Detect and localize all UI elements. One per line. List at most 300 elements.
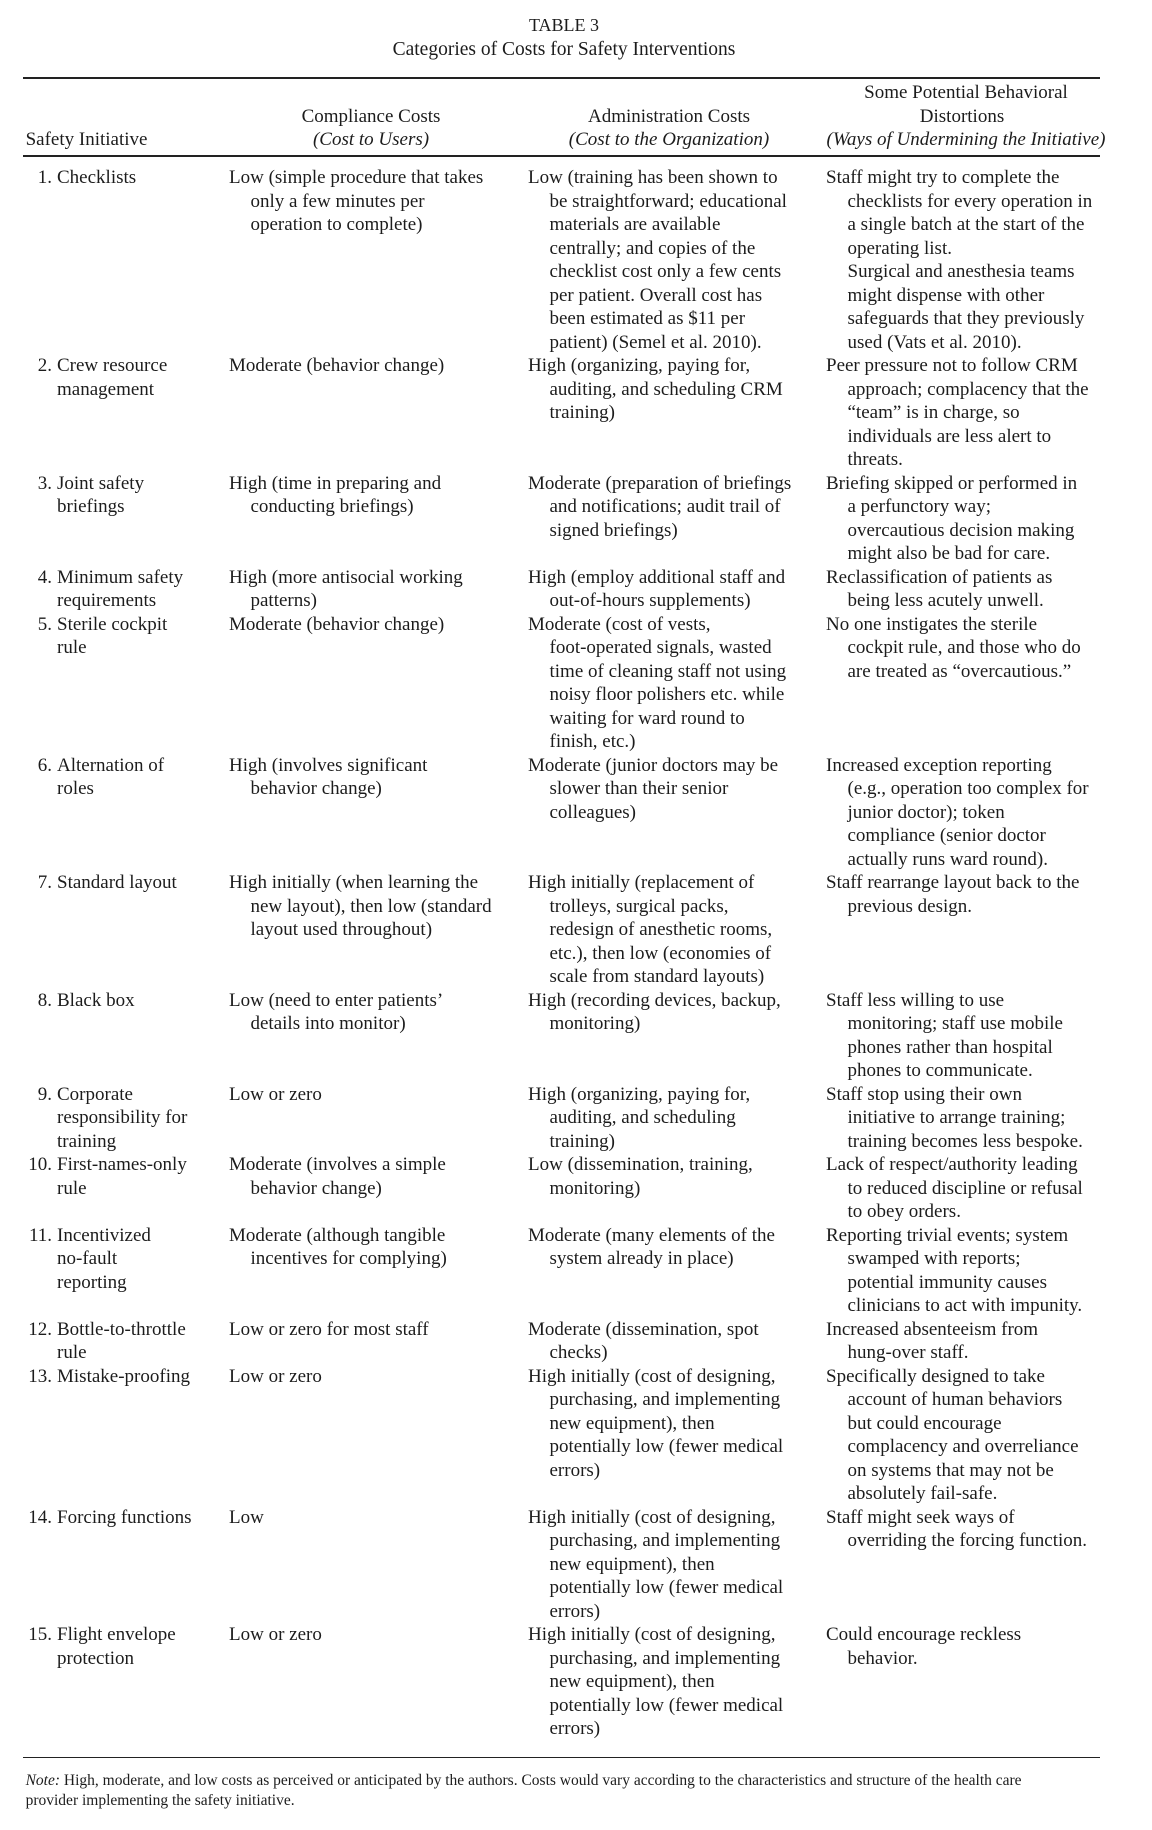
compliance-line: Low or zero bbox=[229, 1365, 322, 1387]
administration-line: centrally; and copies of the bbox=[549, 237, 756, 259]
administration-line: checklist cost only a few cents bbox=[549, 261, 782, 282]
administration-line: Moderate (dissemination, spot bbox=[528, 1318, 759, 1340]
header-distortions-line-2: Distortions bbox=[919, 105, 1005, 127]
initiative-wrap bbox=[25, 754, 229, 801]
row-number: 13. bbox=[28, 1365, 52, 1387]
cell-compliance-costs bbox=[229, 1506, 528, 1624]
cell-administration-costs bbox=[528, 354, 826, 472]
distortions-line: actually runs ward round). bbox=[847, 848, 1048, 870]
administration-line: system already in place) bbox=[549, 1248, 734, 1269]
row-number: 11. bbox=[28, 1224, 52, 1246]
distortions-line: a single batch at the start of the bbox=[847, 214, 1085, 235]
administration-line: checks) bbox=[549, 1342, 608, 1363]
initiative-line: Corporate bbox=[57, 1083, 133, 1105]
initiative-wrap bbox=[25, 1623, 229, 1670]
initiative-label bbox=[57, 754, 164, 801]
administration-line: materials are available bbox=[549, 214, 721, 235]
administration-line: High initially (cost of designing, bbox=[528, 1506, 776, 1528]
cell-behavioral-distortions bbox=[826, 1153, 1126, 1224]
cell-behavioral-distortions bbox=[826, 1506, 1126, 1624]
cell-behavioral-distortions bbox=[826, 1224, 1126, 1318]
initiative-line: Flight envelope bbox=[57, 1624, 176, 1645]
compliance-line: details into monitor) bbox=[250, 1013, 406, 1034]
cell-safety-initiative bbox=[25, 871, 229, 989]
administration-line: new equipment), then bbox=[549, 1412, 715, 1434]
distortions-line: initiative to arrange training; bbox=[847, 1107, 1066, 1128]
initiative-line: Checklists bbox=[57, 167, 137, 188]
table-row bbox=[25, 566, 1126, 613]
top-rule bbox=[23, 77, 1100, 78]
cell-administration-costs bbox=[528, 989, 826, 1083]
initiative-line: training bbox=[57, 1130, 117, 1152]
administration-line: monitoring) bbox=[549, 1177, 641, 1199]
table-row bbox=[25, 989, 1126, 1083]
compliance-line: Low or zero bbox=[229, 1083, 322, 1105]
initiative-line: Incentivized bbox=[57, 1224, 151, 1246]
cell-compliance-costs bbox=[229, 354, 528, 472]
cell-administration-costs bbox=[528, 1318, 826, 1365]
distortions-line: compliance (senior doctor bbox=[847, 825, 1046, 846]
administration-line: training) bbox=[549, 1130, 615, 1152]
administration-line: been estimated as $11 per bbox=[549, 308, 746, 329]
initiative-label bbox=[57, 1365, 190, 1389]
distortions-line: (e.g., operation too complex for bbox=[847, 778, 1089, 799]
administration-line: redesign of anesthetic rooms, bbox=[549, 919, 773, 940]
row-number: 3. bbox=[37, 472, 52, 494]
initiative-label bbox=[57, 566, 183, 613]
initiative-wrap bbox=[25, 1224, 229, 1295]
cell-administration-costs bbox=[528, 1083, 826, 1154]
cell-safety-initiative bbox=[25, 472, 229, 566]
initiative-line: Crew resource bbox=[57, 355, 168, 376]
distortions-line: swamped with reports; bbox=[847, 1248, 1021, 1269]
distortions-line: are treated as “overcautious.” bbox=[847, 660, 1072, 682]
distortions-line: Briefing skipped or performed in bbox=[826, 472, 1078, 494]
row-number: 2. bbox=[37, 355, 52, 376]
initiative-wrap bbox=[25, 166, 229, 190]
cell-behavioral-distortions bbox=[826, 613, 1126, 754]
initiative-wrap bbox=[25, 989, 229, 1013]
distortions-line: Increased exception reporting bbox=[826, 754, 1052, 776]
initiative-wrap bbox=[25, 613, 229, 660]
compliance-line: High initially (when learning the bbox=[229, 872, 479, 893]
administration-line: slower than their senior bbox=[549, 778, 729, 799]
administration-line: High (employ additional staff and bbox=[528, 566, 786, 588]
initiative-label bbox=[57, 871, 177, 895]
distortions-line: overriding the forcing function. bbox=[847, 1530, 1088, 1551]
distortions-line: behavior. bbox=[847, 1647, 918, 1669]
distortions-line: absolutely fail-safe. bbox=[847, 1483, 998, 1504]
compliance-line: new layout), then low (standard bbox=[250, 895, 492, 917]
initiative-label bbox=[57, 472, 144, 519]
cell-compliance-costs bbox=[229, 166, 528, 354]
administration-line: be straightforward; educational bbox=[549, 190, 787, 212]
distortions-line: being less acutely unwell. bbox=[847, 590, 1044, 611]
administration-line: trolleys, surgical packs, bbox=[549, 895, 729, 917]
distortions-line: No one instigates the sterile bbox=[826, 613, 1038, 635]
initiative-wrap bbox=[25, 566, 229, 613]
cell-behavioral-distortions bbox=[826, 871, 1126, 989]
distortions-line: hung-over staff. bbox=[847, 1342, 969, 1363]
distortions-line: Staff less willing to use bbox=[826, 989, 1005, 1011]
cell-administration-costs bbox=[528, 613, 826, 754]
table-row bbox=[25, 166, 1126, 354]
cell-compliance-costs bbox=[229, 1153, 528, 1224]
distortions-line: Peer pressure not to follow CRM bbox=[826, 355, 1078, 376]
administration-line: Low (dissemination, training, bbox=[528, 1154, 753, 1175]
administration-line: errors) bbox=[549, 1459, 601, 1481]
initiative-line: no-fault bbox=[57, 1248, 118, 1269]
distortions-line: Lack of respect/authority leading bbox=[826, 1154, 1078, 1175]
compliance-line: Moderate (although tangible bbox=[229, 1224, 446, 1246]
cell-safety-initiative bbox=[25, 166, 229, 354]
distortions-line: Reporting trivial events; system bbox=[826, 1224, 1069, 1246]
compliance-line: Low or zero for most staff bbox=[229, 1318, 429, 1340]
initiative-wrap bbox=[25, 354, 229, 401]
distortions-line: overcautious decision making bbox=[847, 519, 1075, 541]
distortions-line: might dispense with other bbox=[847, 284, 1045, 306]
cell-administration-costs bbox=[528, 754, 826, 872]
distortions-line: threats. bbox=[847, 449, 903, 470]
compliance-line: High (time in preparing and bbox=[229, 472, 442, 494]
compliance-line: Low (simple procedure that takes bbox=[229, 167, 484, 188]
row-number: 10. bbox=[28, 1154, 52, 1175]
compliance-line: behavior change) bbox=[250, 778, 382, 799]
table-row bbox=[25, 1153, 1126, 1224]
initiative-wrap bbox=[25, 1318, 229, 1365]
administration-line: auditing, and scheduling bbox=[549, 1107, 736, 1128]
initiative-label bbox=[57, 1083, 187, 1154]
initiative-line: briefings bbox=[57, 496, 125, 517]
cell-behavioral-distortions bbox=[826, 989, 1126, 1083]
administration-line: scale from standard layouts) bbox=[549, 966, 765, 987]
initiative-wrap bbox=[25, 1506, 229, 1530]
initiative-label bbox=[57, 613, 167, 660]
initiative-label bbox=[57, 1318, 186, 1365]
row-number: 1. bbox=[37, 167, 52, 188]
distortions-line: safeguards that they previously bbox=[847, 308, 1085, 329]
distortions-line: operating list. bbox=[847, 237, 952, 259]
table-row bbox=[25, 472, 1126, 566]
administration-line: time of cleaning staff not using bbox=[549, 660, 787, 682]
distortions-line: phones to communicate. bbox=[847, 1060, 1033, 1081]
administration-line: new equipment), then bbox=[549, 1671, 715, 1692]
header-distortions-subtitle: (Ways of Undermining the Initiative) bbox=[826, 129, 1106, 151]
administration-line: High (organizing, paying for, bbox=[528, 1083, 751, 1105]
cell-administration-costs bbox=[528, 1623, 826, 1741]
cell-administration-costs bbox=[528, 1365, 826, 1506]
cell-administration-costs bbox=[528, 166, 826, 354]
table-row bbox=[25, 1083, 1126, 1154]
administration-line: per patient. Overall cost has bbox=[549, 284, 763, 306]
table-title: Categories of Costs for Safety Interventions bbox=[392, 39, 736, 60]
administration-line: monitoring) bbox=[549, 1013, 641, 1034]
compliance-line: High (involves significant bbox=[229, 754, 428, 776]
cell-administration-costs bbox=[528, 871, 826, 989]
cell-behavioral-distortions bbox=[826, 754, 1126, 872]
initiative-wrap bbox=[25, 871, 229, 895]
table-row bbox=[25, 1365, 1126, 1506]
compliance-line: patterns) bbox=[250, 590, 317, 611]
distortions-line: a perfunctory way; bbox=[847, 496, 991, 517]
administration-line: Moderate (many elements of the bbox=[528, 1224, 775, 1246]
initiative-line: Black box bbox=[57, 989, 135, 1011]
initiative-wrap bbox=[25, 1365, 229, 1389]
note-text: High, moderate, and low costs as perceived or anticipated by the authors. Costs would vary according to the characteristics and structure of the health care bbox=[63, 1772, 1022, 1789]
cell-administration-costs bbox=[528, 1224, 826, 1318]
cell-administration-costs bbox=[528, 1506, 826, 1624]
compliance-line: behavior change) bbox=[250, 1177, 382, 1199]
administration-line: High initially (cost of designing, bbox=[528, 1365, 776, 1387]
administration-line: purchasing, and implementing bbox=[549, 1389, 781, 1410]
cell-compliance-costs bbox=[229, 989, 528, 1083]
row-number: 9. bbox=[37, 1083, 52, 1105]
initiative-line: Standard layout bbox=[57, 872, 177, 893]
administration-line: waiting for ward round to bbox=[549, 707, 745, 729]
header-compliance-subtitle: (Cost to Users) bbox=[312, 129, 430, 151]
cell-behavioral-distortions bbox=[826, 1318, 1126, 1365]
administration-line: Moderate (cost of vests, bbox=[528, 613, 711, 635]
initiative-line: Mistake-proofing bbox=[57, 1365, 190, 1387]
distortions-line: to obey orders. bbox=[847, 1201, 961, 1222]
administration-line: Low (training has been shown to bbox=[528, 167, 778, 188]
compliance-line: incentives for complying) bbox=[250, 1248, 447, 1269]
cell-compliance-costs bbox=[229, 472, 528, 566]
cell-compliance-costs bbox=[229, 566, 528, 613]
administration-line: High (recording devices, backup, bbox=[528, 989, 781, 1011]
administration-line: High initially (replacement of bbox=[528, 872, 755, 893]
table-label: TABLE 3 bbox=[528, 15, 600, 35]
row-number: 5. bbox=[37, 613, 52, 635]
administration-line: errors) bbox=[549, 1600, 601, 1622]
administration-line: purchasing, and implementing bbox=[549, 1530, 781, 1551]
cell-safety-initiative bbox=[25, 1224, 229, 1318]
initiative-line: Alternation of bbox=[57, 754, 165, 776]
distortions-line: Could encourage reckless bbox=[826, 1624, 1022, 1645]
cell-safety-initiative bbox=[25, 354, 229, 472]
distortions-line: junior doctor); token bbox=[847, 801, 1005, 823]
initiative-label bbox=[57, 989, 135, 1013]
cell-compliance-costs bbox=[229, 1365, 528, 1506]
row-number: 8. bbox=[37, 989, 52, 1011]
header-rule bbox=[23, 155, 1100, 156]
cell-safety-initiative bbox=[25, 1153, 229, 1224]
distortions-line: to reduced discipline or refusal bbox=[847, 1177, 1083, 1199]
initiative-line: rule bbox=[57, 1342, 87, 1363]
compliance-line: Moderate (behavior change) bbox=[229, 613, 445, 635]
cell-safety-initiative bbox=[25, 1506, 229, 1624]
distortions-line: Surgical and anesthesia teams bbox=[847, 261, 1075, 282]
initiative-line: Minimum safety bbox=[57, 566, 184, 588]
cell-safety-initiative bbox=[25, 1083, 229, 1154]
header-administration-subtitle: (Cost to the Organization) bbox=[568, 129, 770, 151]
cell-behavioral-distortions bbox=[826, 566, 1126, 613]
compliance-line: High (more antisocial working bbox=[229, 566, 463, 588]
cell-administration-costs bbox=[528, 1153, 826, 1224]
cell-behavioral-distortions bbox=[826, 1365, 1126, 1506]
administration-line: new equipment), then bbox=[549, 1553, 715, 1575]
cell-administration-costs bbox=[528, 566, 826, 613]
distortions-line: Staff might seek ways of bbox=[826, 1506, 1015, 1528]
compliance-line: only a few minutes per bbox=[250, 190, 425, 212]
initiative-label bbox=[57, 354, 167, 401]
table-row bbox=[25, 1623, 1126, 1741]
cell-compliance-costs bbox=[229, 1623, 528, 1741]
distortions-line: potential immunity causes bbox=[847, 1271, 1047, 1293]
row-number: 6. bbox=[37, 754, 52, 776]
distortions-line: individuals are less alert to bbox=[847, 425, 1052, 447]
initiative-label bbox=[57, 1224, 151, 1295]
cell-behavioral-distortions bbox=[826, 1083, 1126, 1154]
table-row bbox=[25, 871, 1126, 989]
distortions-line: previous design. bbox=[847, 895, 973, 917]
administration-line: Moderate (preparation of briefings bbox=[528, 472, 792, 494]
cell-compliance-costs bbox=[229, 1083, 528, 1154]
distortions-line: Staff might try to complete the bbox=[826, 167, 1060, 188]
note-label: Note: bbox=[25, 1772, 61, 1789]
distortions-line: cockpit rule, and those who do bbox=[847, 637, 1081, 658]
compliance-line: layout used throughout) bbox=[250, 919, 433, 940]
administration-line: potentially low (fewer medical bbox=[549, 1436, 784, 1457]
cell-safety-initiative bbox=[25, 613, 229, 754]
cell-behavioral-distortions bbox=[826, 1623, 1126, 1741]
distortions-line: Increased absenteeism from bbox=[826, 1318, 1039, 1340]
cell-administration-costs bbox=[528, 472, 826, 566]
cell-safety-initiative bbox=[25, 1365, 229, 1506]
cost-table bbox=[25, 166, 1126, 1741]
distortions-line: complacency and overreliance bbox=[847, 1436, 1079, 1457]
table-row bbox=[25, 754, 1126, 872]
row-number: 4. bbox=[37, 566, 52, 588]
table-note-line-1 bbox=[26, 1771, 1022, 1791]
administration-line: signed briefings) bbox=[549, 519, 678, 541]
initiative-line: Bottle-to-throttle bbox=[57, 1318, 186, 1340]
initiative-wrap bbox=[25, 1153, 229, 1200]
distortions-line: Staff rearrange layout back to the bbox=[826, 872, 1080, 893]
table-row bbox=[25, 1318, 1126, 1365]
initiative-label bbox=[57, 1623, 176, 1670]
distortions-line: phones rather than hospital bbox=[847, 1036, 1053, 1058]
initiative-wrap bbox=[25, 472, 229, 519]
initiative-line: management bbox=[57, 378, 155, 400]
table-body bbox=[25, 166, 1126, 1741]
administration-line: and notifications; audit trail of bbox=[549, 496, 781, 517]
distortions-line: Staff stop using their own bbox=[826, 1083, 1022, 1105]
row-number: 15. bbox=[28, 1624, 52, 1645]
administration-line: High (organizing, paying for, bbox=[528, 355, 751, 376]
header-compliance-costs: Compliance Costs bbox=[301, 105, 441, 127]
initiative-line: rule bbox=[57, 1177, 87, 1199]
distortions-line: might also be bad for care. bbox=[847, 543, 1051, 564]
cell-behavioral-distortions bbox=[826, 354, 1126, 472]
compliance-line: Low or zero bbox=[229, 1624, 322, 1645]
header-administration-costs: Administration Costs bbox=[587, 105, 751, 127]
administration-line: auditing, and scheduling CRM bbox=[549, 378, 783, 400]
administration-line: purchasing, and implementing bbox=[549, 1647, 781, 1669]
row-number: 7. bbox=[37, 872, 52, 893]
cell-compliance-costs bbox=[229, 871, 528, 989]
cell-safety-initiative bbox=[25, 754, 229, 872]
distortions-line: Reclassification of patients as bbox=[826, 566, 1053, 588]
compliance-line: Moderate (involves a simple bbox=[229, 1154, 446, 1175]
compliance-line: Low bbox=[229, 1506, 264, 1528]
distortions-line: clinicians to act with impunity. bbox=[847, 1295, 1083, 1316]
initiative-label bbox=[57, 1506, 192, 1530]
cell-safety-initiative bbox=[25, 1623, 229, 1741]
table-note-line-2: provider implementing the safety initiative. bbox=[25, 1791, 295, 1809]
compliance-line: operation to complete) bbox=[250, 214, 423, 235]
initiative-line: Joint safety bbox=[57, 472, 145, 494]
cell-behavioral-distortions bbox=[826, 472, 1126, 566]
administration-line: noisy floor polishers etc. while bbox=[549, 684, 785, 705]
cell-safety-initiative bbox=[25, 566, 229, 613]
administration-line: Moderate (junior doctors may be bbox=[528, 754, 779, 776]
distortions-line: account of human behaviors bbox=[847, 1389, 1063, 1410]
initiative-label bbox=[57, 1153, 187, 1200]
table-row bbox=[25, 1224, 1126, 1318]
cell-compliance-costs bbox=[229, 1224, 528, 1318]
distortions-line: used (Vats et al. 2010). bbox=[847, 331, 1022, 353]
administration-line: potentially low (fewer medical bbox=[549, 1694, 784, 1716]
cell-compliance-costs bbox=[229, 1318, 528, 1365]
distortions-line: monitoring; staff use mobile bbox=[847, 1013, 1063, 1034]
distortions-line: but could encourage bbox=[847, 1412, 1002, 1434]
cell-compliance-costs bbox=[229, 754, 528, 872]
initiative-line: protection bbox=[57, 1647, 135, 1669]
administration-line: foot-operated signals, wasted bbox=[549, 637, 772, 658]
header-safety-initiative: Safety Initiative bbox=[25, 129, 148, 151]
compliance-line: Low (need to enter patients’ bbox=[229, 989, 444, 1011]
initiative-line: requirements bbox=[57, 590, 157, 611]
administration-line: etc.), then low (economies of bbox=[549, 942, 772, 964]
distortions-line: “team” is in charge, so bbox=[847, 402, 1020, 423]
administration-line: High initially (cost of designing, bbox=[528, 1624, 776, 1645]
initiative-line: responsibility for bbox=[57, 1107, 188, 1128]
administration-line: errors) bbox=[549, 1718, 601, 1739]
header-distortions-line-1: Some Potential Behavioral bbox=[864, 82, 1068, 104]
table-row bbox=[25, 613, 1126, 754]
table-row bbox=[25, 1506, 1126, 1624]
administration-line: finish, etc.) bbox=[549, 731, 636, 752]
administration-line: potentially low (fewer medical bbox=[549, 1577, 784, 1598]
distortions-line: checklists for every operation in bbox=[847, 190, 1093, 212]
row-number: 12. bbox=[28, 1318, 52, 1340]
distortions-line: Specifically designed to take bbox=[826, 1365, 1045, 1387]
administration-line: colleagues) bbox=[549, 801, 637, 823]
initiative-label bbox=[57, 166, 136, 190]
row-number: 14. bbox=[28, 1506, 52, 1528]
distortions-line: on systems that may not be bbox=[847, 1459, 1054, 1481]
administration-line: out-of-hours supplements) bbox=[549, 590, 751, 611]
initiative-line: rule bbox=[57, 637, 87, 658]
cell-behavioral-distortions bbox=[826, 166, 1126, 354]
distortions-line: training becomes less bespoke. bbox=[847, 1130, 1083, 1152]
table-row bbox=[25, 354, 1126, 472]
distortions-line: approach; complacency that the bbox=[847, 378, 1089, 400]
initiative-line: First-names-only bbox=[57, 1154, 187, 1175]
initiative-line: roles bbox=[57, 778, 94, 799]
bottom-rule bbox=[23, 1757, 1100, 1758]
administration-line: training) bbox=[549, 402, 615, 423]
cell-compliance-costs bbox=[229, 613, 528, 754]
initiative-line: Forcing functions bbox=[57, 1506, 192, 1528]
initiative-line: Sterile cockpit bbox=[57, 613, 168, 635]
compliance-line: conducting briefings) bbox=[250, 496, 414, 517]
cell-safety-initiative bbox=[25, 989, 229, 1083]
initiative-wrap bbox=[25, 1083, 229, 1154]
initiative-line: reporting bbox=[57, 1271, 127, 1293]
administration-line: patient) (Semel et al. 2010). bbox=[549, 331, 762, 353]
